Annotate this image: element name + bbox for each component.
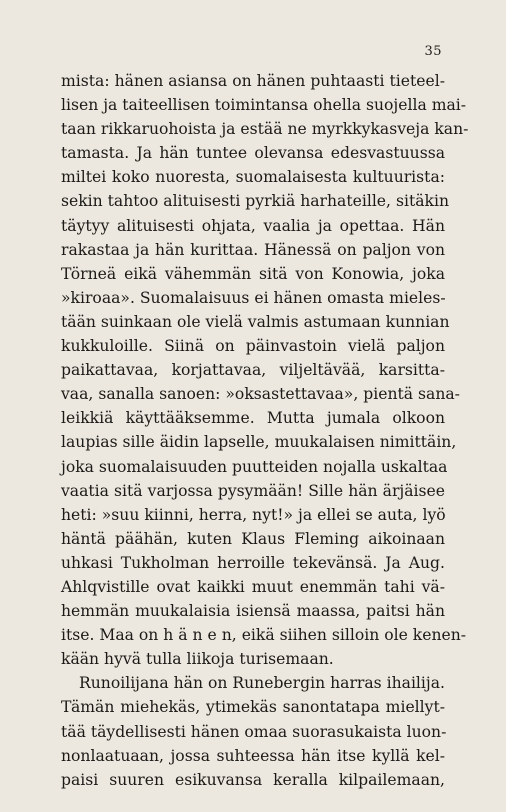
text-line: nonlaatuaan, jossa suhteessa hän itse kyllä kel- bbox=[61, 746, 445, 765]
text-line: kukkuloille. Siinä on päinvastoin vielä paljon bbox=[61, 337, 445, 356]
text-line: paisi suuren esikuvansa keralla kilpailemaan, bbox=[61, 770, 445, 789]
paragraph-start-line: Runoilijana hän on Runebergin harras ihailija. bbox=[79, 674, 445, 693]
text-line: lisen ja taiteellisen toimintansa ohella suojella mai- bbox=[61, 96, 467, 115]
body-text bbox=[61, 69, 469, 792]
text-line: leikkiä käyttääksemme. Mutta jumala olkoon bbox=[61, 409, 445, 428]
text-line: täytyy alituisesti ohjata, vaalia ja opettaa. Hän bbox=[61, 216, 445, 235]
text-line: uhkasi Tukholman herroille tekevänsä. Ja Aug. bbox=[61, 553, 445, 572]
text-line: häntä päähän, kuten Klaus Fleming aikoinaan bbox=[61, 529, 445, 548]
text-line: Tämän miehekäs, ytimekäs sanontatapa miellyt- bbox=[61, 698, 445, 717]
text-line: »kiroaa». Suomalaisuus ei hänen omasta mieles- bbox=[61, 288, 446, 307]
text-line: miltei koko nuoresta, suomalaisesta kultuurista: bbox=[61, 168, 445, 187]
text-line: joka suomalaisuuden puutteiden nojalla uskaltaa bbox=[61, 457, 448, 476]
text-line: tää täydellisesti hänen omaa suorasukaista luon- bbox=[61, 722, 447, 741]
text-line: vaa, sanalla sanoen: »oksastettavaa», pientä sana- bbox=[61, 385, 460, 404]
page-number: 35 bbox=[424, 44, 442, 59]
text-line: sekin tahtoo alituisesti pyrkiä harhateille, sitäkin bbox=[61, 192, 449, 211]
text-line: vaatia sitä varjossa pysymään! Sille hän ärjäisee bbox=[61, 481, 445, 500]
text-line: tään suinkaan ole vielä valmis astumaan kunnian bbox=[61, 312, 450, 331]
text-line: rakastaa ja hän kurittaa. Hänessä on paljon von bbox=[61, 240, 445, 259]
text-line: heti: »suu kiinni, herra, nyt!» ja ellei se auta, lyö bbox=[61, 505, 446, 524]
text-line: itse. Maa on h ä n e n, eikä siihen silloin ole kenen- bbox=[61, 626, 467, 645]
text-line: tamasta. Ja hän tuntee olevansa edesvastuussa bbox=[61, 144, 445, 163]
text-line: laupias sille äidin lapselle, muukalaisen nimittäin, bbox=[61, 433, 457, 452]
text-line: Ahlqvistille ovat kaikki muut enemmän tahi vä- bbox=[61, 577, 445, 596]
paragraph-end-line: kään hyvä tulla liikoja turisemaan. bbox=[61, 650, 334, 669]
text-line: paikattavaa, korjattavaa, viljeltävää, karsitta- bbox=[61, 361, 445, 380]
text-line: taan rikkaruohoista ja estää ne myrkkykasveja kan- bbox=[61, 120, 469, 139]
text-line: hemmän muukalaisia isiensä maassa, paitsi hän bbox=[61, 602, 445, 621]
text-line: mista: hänen asiansa on hänen puhtaasti tieteel- bbox=[61, 72, 445, 90]
text-line: Törneä eikä vähemmän sitä von Konowia, joka bbox=[61, 264, 445, 283]
